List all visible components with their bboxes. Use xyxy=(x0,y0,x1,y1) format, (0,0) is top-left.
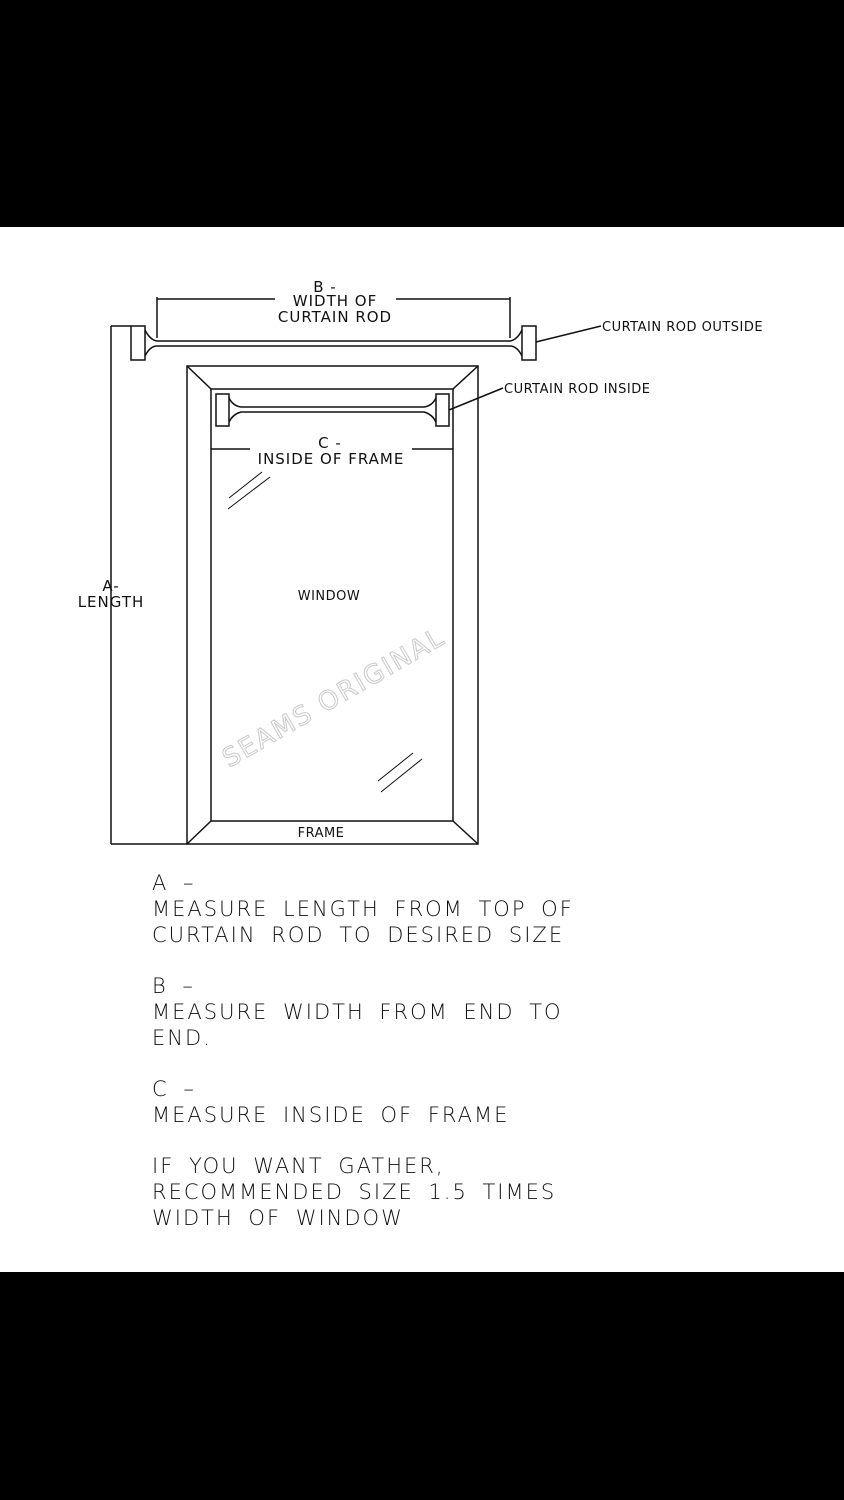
length-label-prefix: A- xyxy=(102,577,120,595)
frame-label: FRAME xyxy=(297,826,345,841)
note-gather-line1: IF YOU WANT GATHER, xyxy=(152,1154,445,1178)
note-b-line1: MEASURE WIDTH FROM END TO xyxy=(152,1000,563,1024)
rod-inside-label: CURTAIN ROD INSIDE xyxy=(504,382,651,397)
length-label: LENGTH xyxy=(77,593,145,611)
rod-inside-leader xyxy=(449,388,503,410)
inside-frame-label-prefix: C - xyxy=(318,434,342,452)
window-label: WINDOW xyxy=(297,589,361,604)
rod-outside-leader xyxy=(536,326,601,342)
note-c-line1: MEASURE INSIDE OF FRAME xyxy=(152,1103,510,1127)
diagram-sheet xyxy=(0,227,844,1272)
note-b-line2: END. xyxy=(152,1026,212,1050)
note-a-heading: A – xyxy=(152,871,196,895)
rod-outside-label: CURTAIN ROD OUTSIDE xyxy=(602,320,764,335)
top-black-bar xyxy=(0,0,844,227)
curtain-rod-inside xyxy=(216,394,449,426)
inside-frame-label: INSIDE OF FRAME xyxy=(257,450,405,468)
width-label-line1: WIDTH OF xyxy=(292,292,378,310)
note-gather xyxy=(152,1153,556,1231)
note-gather-line3: WIDTH OF WINDOW xyxy=(152,1206,404,1230)
width-label-line2: CURTAIN ROD xyxy=(277,308,393,326)
note-c-heading: C – xyxy=(152,1077,196,1101)
note-b xyxy=(152,973,563,1051)
bottom-black-bar xyxy=(0,1272,844,1500)
note-c xyxy=(152,1076,509,1128)
note-a-line2: CURTAIN ROD TO DESIRED SIZE xyxy=(152,923,565,947)
note-a-line1: MEASURE LENGTH FROM TOP OF xyxy=(152,897,574,921)
curtain-rod-outside xyxy=(131,326,536,360)
length-dimension-line xyxy=(111,326,187,844)
watermark: SEAMS ORIGINAL xyxy=(217,622,451,775)
note-a xyxy=(152,870,574,948)
note-gather-line2: RECOMMENDED SIZE 1.5 TIMES xyxy=(152,1180,557,1204)
note-b-heading: B – xyxy=(152,974,195,998)
width-label-prefix: B - xyxy=(313,278,337,296)
